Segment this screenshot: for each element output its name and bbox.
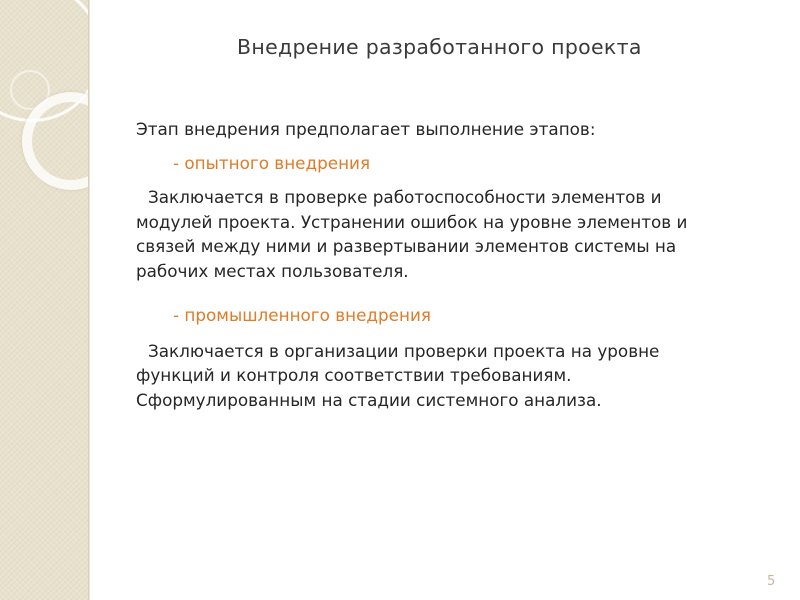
page-number: 5 bbox=[767, 574, 776, 589]
stage-heading-industrial: - промышленного внедрения bbox=[173, 305, 431, 325]
slide-title: Внедрение разработанного проекта bbox=[237, 35, 642, 59]
intro-text: Этап внедрения предполагает выполнение этапов: bbox=[136, 119, 596, 139]
stage-description-pilot: Заключается в проверке работоспособности элементов и модулей проекта. Устранении ошибок на уровне элементов и связей между ними и развертывании элементов системы на рабочих местах пользователя. bbox=[136, 187, 688, 281]
decorative-side-panel bbox=[0, 0, 88, 600]
side-panel-edge bbox=[88, 0, 90, 600]
stage-description-industrial: Заключается в организации проверки проекта на уровне функций и контроля соответствии требованиям. Сформулированным на стадии системного анализа. bbox=[136, 340, 660, 410]
slide-content bbox=[136, 117, 736, 412]
stage-heading-pilot: - опытного внедрения bbox=[173, 152, 371, 173]
